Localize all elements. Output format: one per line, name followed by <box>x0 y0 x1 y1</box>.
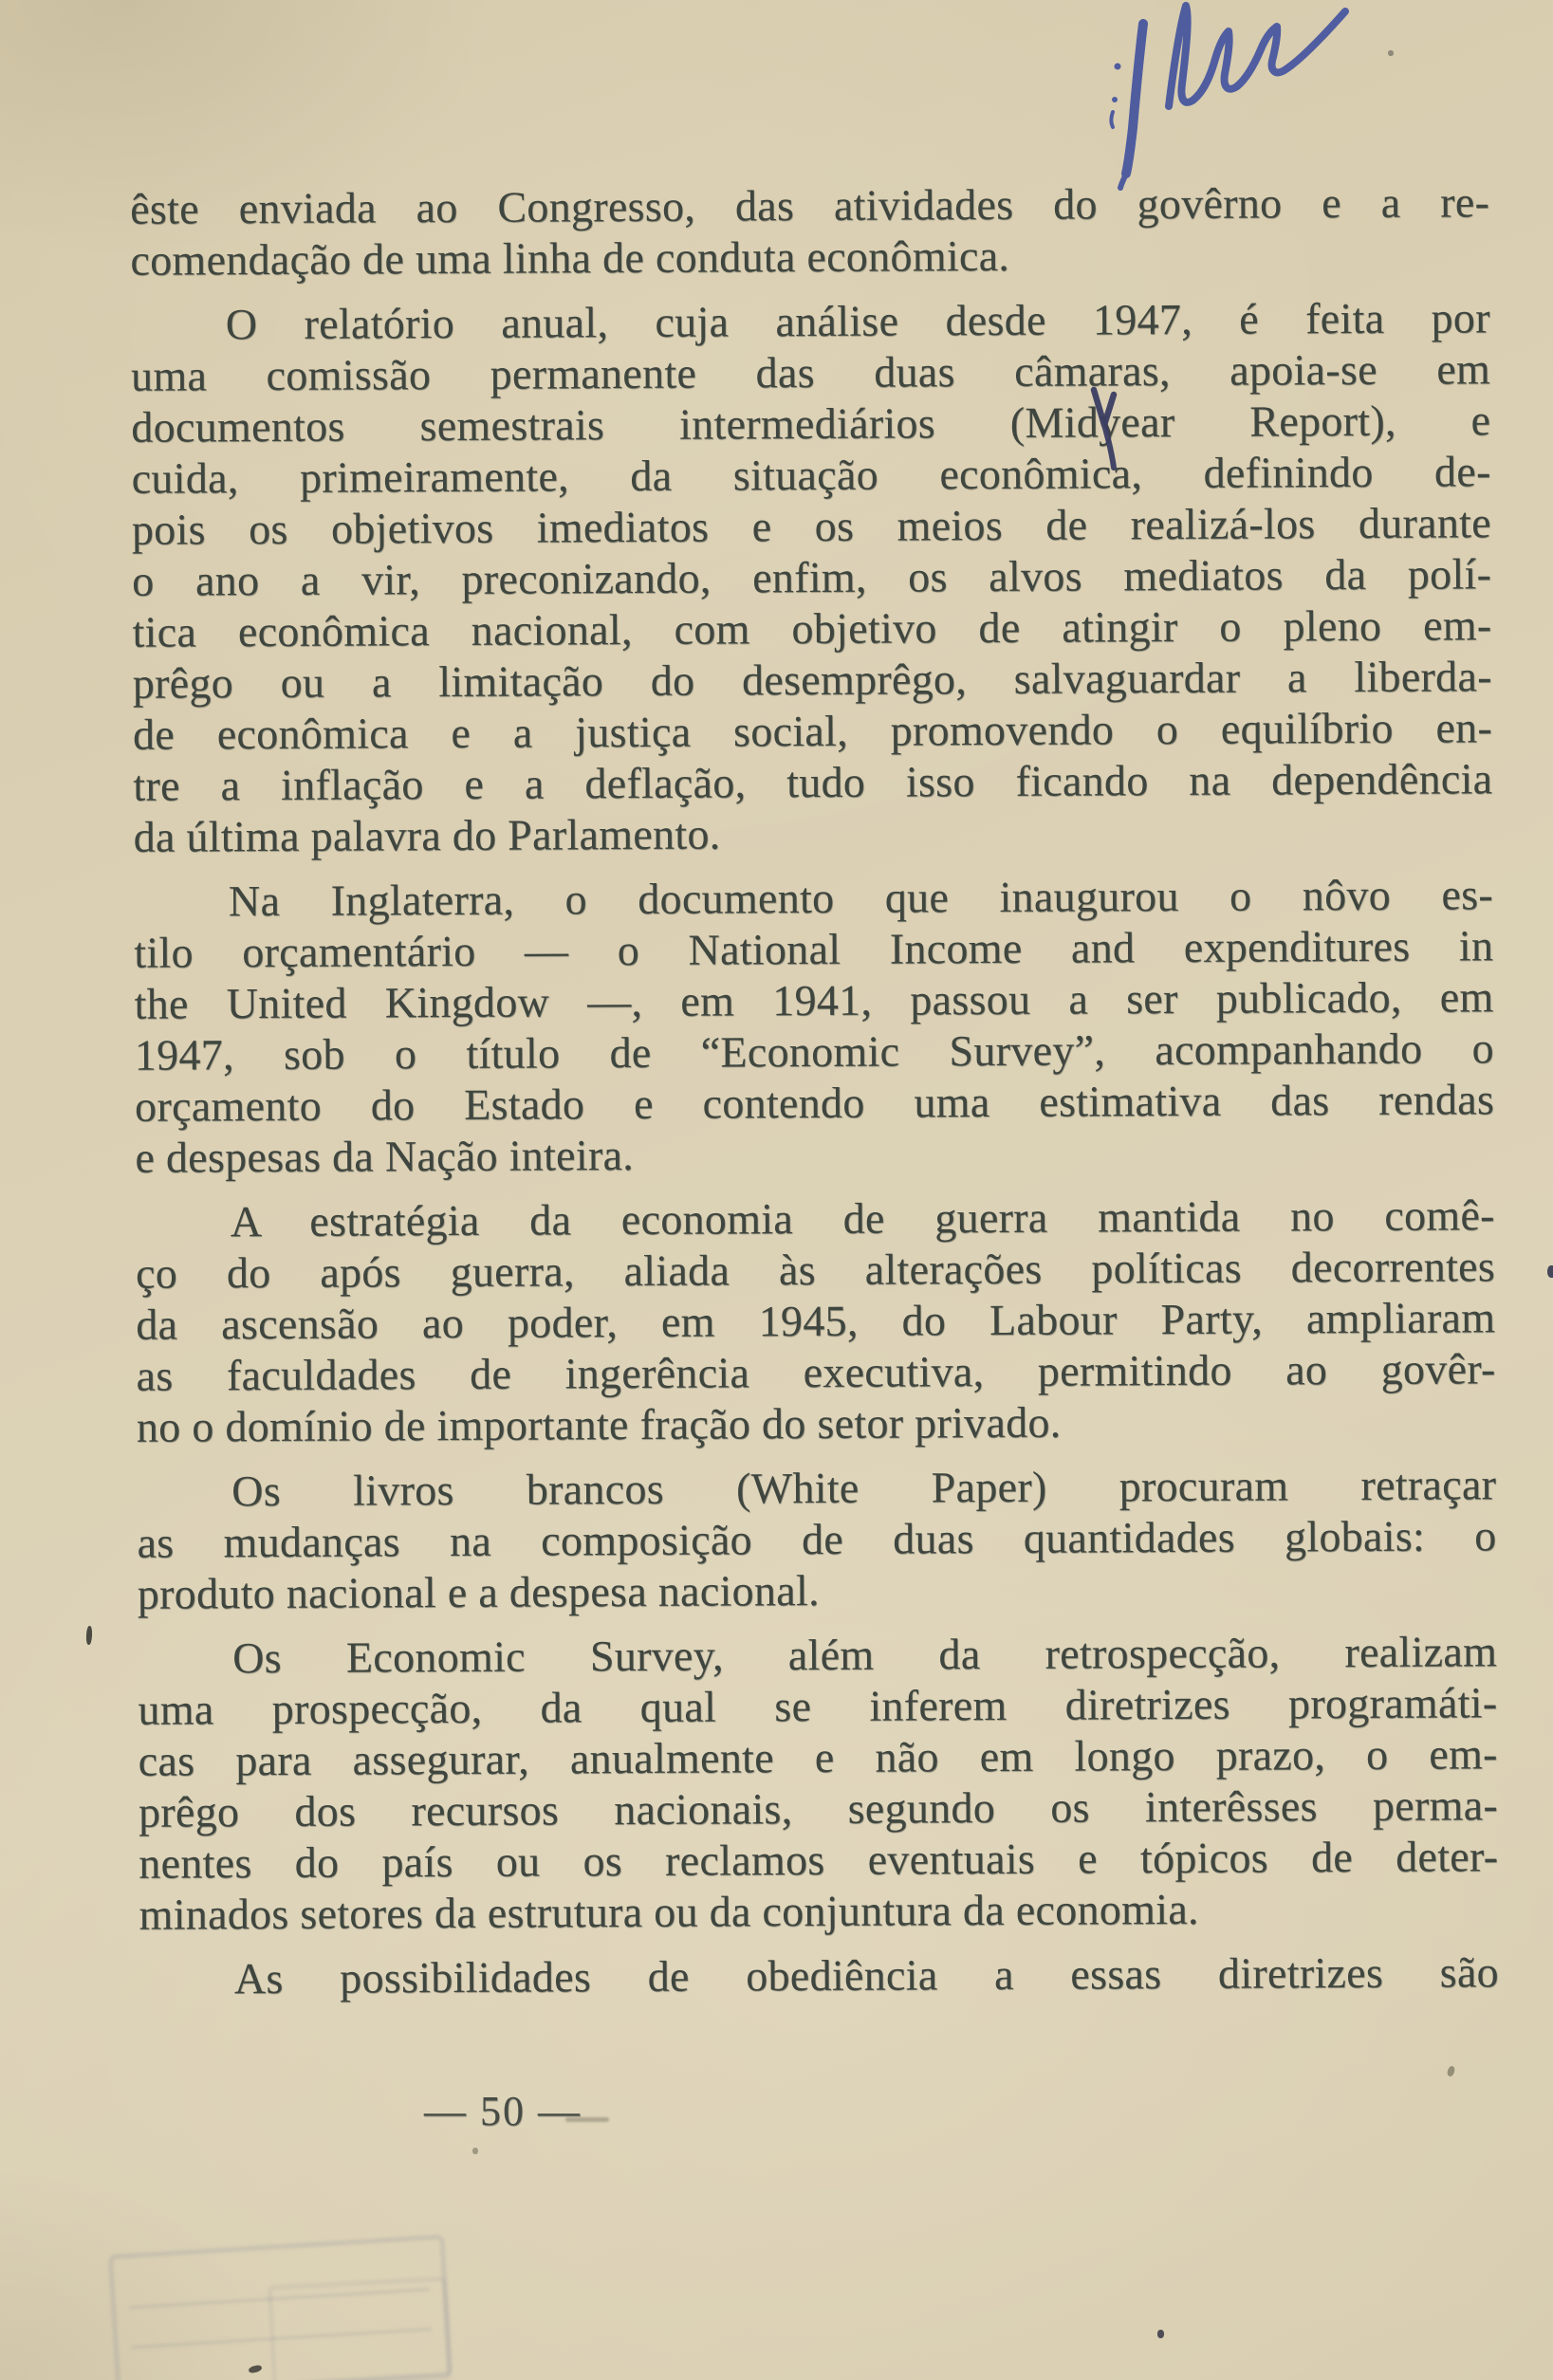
paragraph <box>139 1946 1499 2005</box>
text-line: minados setores da estrutura ou da conjuntura da economia. <box>139 1884 1199 1939</box>
paragraph <box>138 1626 1499 1940</box>
paper-speck <box>1446 2065 1455 2077</box>
text-line: the United Kingdow —, em 1941, passou a ser publicado, em <box>134 972 1494 1028</box>
paper-speck <box>472 2148 478 2154</box>
text-line: tica econômica nacional, com objetivo de atingir o pleno em- <box>132 600 1492 656</box>
text-line: Os Economic Survey, além da retrospecção, realizam <box>232 1627 1498 1683</box>
paragraph <box>130 176 1490 286</box>
paper-speck <box>1547 1265 1553 1278</box>
paper-speck <box>1157 2330 1164 2338</box>
text-line: A estratégia da economia de guerra mantida no comê- <box>230 1190 1495 1246</box>
text-line: prêgo dos recursos nacionais, segundo os interêsses perma- <box>138 1780 1499 1836</box>
page-text-block <box>130 176 1499 2018</box>
bleedthrough-ghost-secondary <box>268 2277 451 2380</box>
text-line: produto nacional e a despesa nacional. <box>137 1565 820 1618</box>
text-line: tre a inflação e a deflação, tudo isso ficando na dependência <box>133 754 1493 810</box>
text-line: nentes do país ou os reclamos eventuais e tópicos de deter- <box>139 1832 1499 1888</box>
text-line: As possibilidades de obediência a essas diretrizes são <box>233 1947 1500 2003</box>
text-line: orçamento do Estado e contendo uma estimativa das rendas <box>134 1075 1495 1131</box>
paper-speck <box>85 1626 92 1645</box>
text-line: prêgo ou a limitação do desemprêgo, salvaguardar a liberda- <box>132 652 1492 708</box>
text-line: 1947, sob o título de “Economic Survey”, acompanhando o <box>134 1024 1494 1079</box>
text-line: pois os objetivos imediatos e os meios de realizá-los durante <box>131 498 1492 554</box>
paper-speck <box>565 2117 609 2122</box>
text-line: uma comissão permanente das duas câmaras, apoia-se em <box>130 344 1491 400</box>
text-line: O relatório anual, cuja análise desde 1947, é feita por <box>225 293 1490 349</box>
text-line: documentos semestrais intermediários (Midyear Report), e <box>131 396 1491 452</box>
paragraph <box>134 869 1495 1183</box>
text-line: Os livros brancos (White Paper) procuram retraçar <box>231 1460 1497 1516</box>
paragraph <box>131 292 1493 862</box>
page-number: — 50 — <box>424 2088 582 2134</box>
text-line: as faculdades de ingerência executiva, permitindo ao govêr- <box>136 1344 1496 1400</box>
text-line: e despesas da Nação inteira. <box>135 1130 635 1182</box>
text-line: de econômica e a justiça social, promovendo o equilíbrio en- <box>132 703 1493 759</box>
text-line: êste enviada ao Congresso, das atividades do govêrno e a re- <box>130 177 1490 233</box>
text-line: da última palavra do Parlamento. <box>133 809 721 861</box>
text-line: Na Inglaterra, o documento que inaugurou o nôvo es- <box>228 870 1494 926</box>
text-line: as mudanças na composição de duas quantidades globais: o <box>137 1511 1497 1567</box>
paragraph <box>136 1190 1496 1452</box>
text-line: o ano a vir, preconizando, enfim, os alvos mediatos da polí- <box>132 549 1492 605</box>
text-line: comendação de uma linha de conduta econômica. <box>130 231 1010 285</box>
text-line: cas para assegurar, anualmente e não em longo prazo, o em- <box>138 1729 1498 1785</box>
text-line: ço do após guerra, aliada às alterações políticas decorrentes <box>135 1242 1496 1298</box>
text-line: no o domínio de importante fração do setor privado. <box>136 1397 1062 1451</box>
paragraph <box>137 1459 1497 1620</box>
text-line: uma prospecção, da qual se inferem diretrizes programáti- <box>138 1678 1498 1734</box>
text-line: cuida, primeiramente, da situação econômica, definindo de- <box>131 447 1491 503</box>
paper-speck <box>1388 50 1394 56</box>
text-line: tilo orçamentário — o National Income and expenditures in <box>134 921 1494 977</box>
text-line: da ascensão ao poder, em 1945, do Labour Party, ampliaram <box>136 1293 1496 1349</box>
